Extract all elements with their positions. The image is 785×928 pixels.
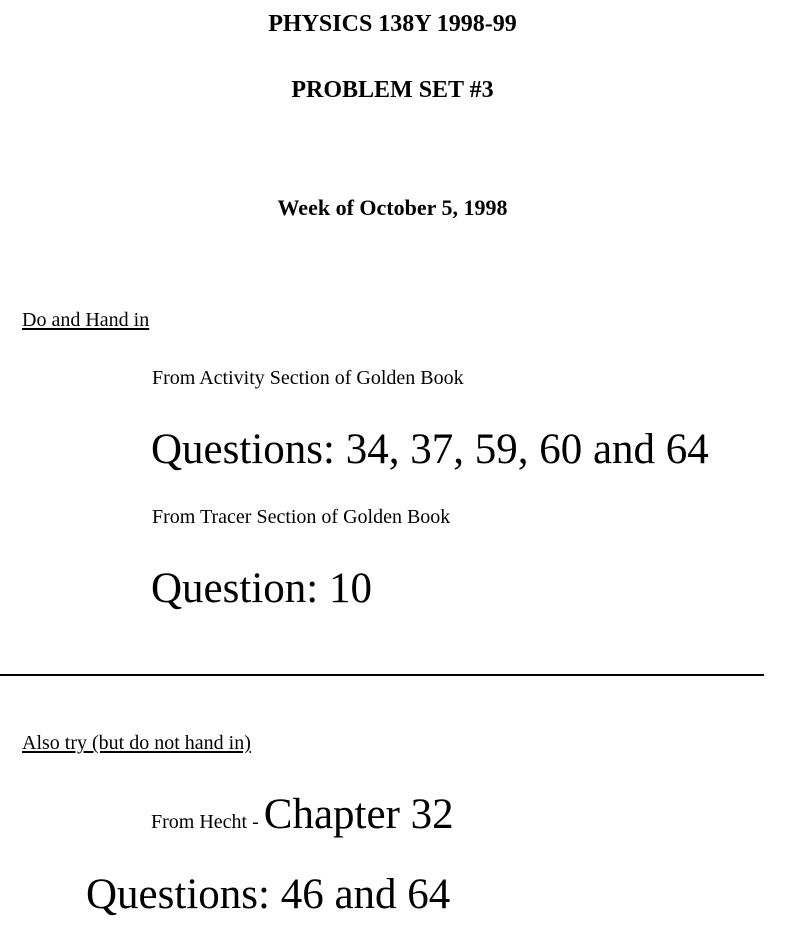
- week-date: Week of October 5, 1998: [277, 195, 508, 220]
- activity-source-label: From Activity Section of Golden Book: [152, 367, 464, 389]
- course-title: PHYSICS 138Y 1998-99: [268, 11, 517, 37]
- hecht-chapter: Chapter 32: [263, 791, 454, 838]
- hecht-source-line: [151, 793, 454, 836]
- problem-set-title: PROBLEM SET #3: [291, 77, 494, 103]
- hecht-source-prefix: From Hecht -: [151, 811, 264, 833]
- hecht-questions: Questions: 46 and 64: [86, 871, 451, 918]
- tracer-source-label: From Tracer Section of Golden Book: [152, 506, 451, 528]
- also-try-heading: Also try (but do not hand in): [22, 732, 251, 754]
- activity-questions: Questions: 34, 37, 59, 60 and 64: [151, 426, 709, 473]
- hand-in-heading: Do and Hand in: [22, 309, 150, 331]
- tracer-question: Question: 10: [151, 565, 372, 612]
- section-divider: [0, 674, 764, 676]
